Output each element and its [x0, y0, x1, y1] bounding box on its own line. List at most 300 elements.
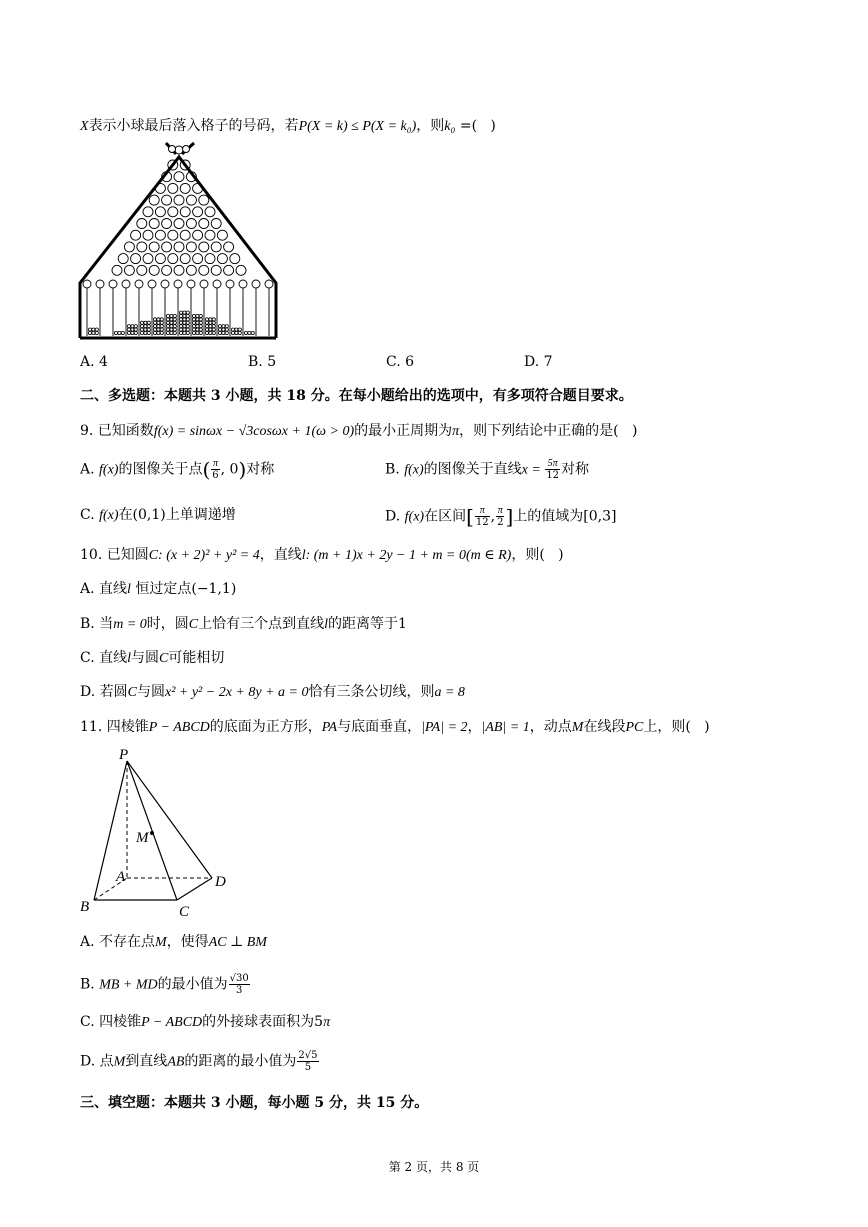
galton-ball [157, 318, 160, 321]
q9-stem [80, 421, 637, 442]
galton-ball [166, 318, 169, 321]
galton-ball [222, 328, 225, 331]
q10-b-a: B. 当 [80, 616, 114, 632]
galton-ball [183, 321, 186, 324]
galton-post-head [265, 280, 273, 288]
galton-ball [166, 321, 169, 324]
galton-ball [173, 314, 176, 317]
galton-ball [179, 314, 182, 317]
galton-ball [183, 325, 186, 328]
galton-ball [92, 331, 95, 334]
galton-ball [231, 328, 234, 331]
galton-peg [186, 242, 196, 252]
q10-c-d: 可能相切 [168, 650, 225, 666]
galton-ball [173, 318, 176, 321]
q9-d-fraction-1 [475, 505, 490, 528]
galton-post-head [122, 280, 130, 288]
section3-title: 三、填空题：本题共 3 小题，每小题 5 分，共 15 分。 [80, 1095, 429, 1111]
galton-peg [162, 219, 172, 229]
galton-ball [209, 325, 212, 328]
q11-c-pi: π [323, 1015, 331, 1030]
galton-ball [192, 321, 195, 324]
galton-ball [209, 328, 212, 331]
q9-b-pre: B. [385, 461, 405, 478]
galton-ball [205, 321, 208, 324]
q9-d-d2: 2 [497, 517, 504, 528]
galton-post-head [187, 280, 195, 288]
galton-peg [149, 195, 159, 205]
galton-peg [149, 265, 159, 275]
galton-ball [153, 328, 156, 331]
q11-a-c: AC ⊥ BM [208, 935, 267, 950]
galton-peg [143, 207, 153, 217]
q9-d-mid: 在区间 [424, 508, 467, 525]
q9-a-tail: , 0 [220, 461, 239, 478]
q10-c-l: l [127, 651, 132, 666]
galton-ball [231, 331, 234, 334]
galton-peg [174, 265, 184, 275]
q10-stem-b: ，直线 [259, 547, 302, 563]
q11-b-num: √30 [229, 973, 249, 984]
galton-ball [199, 314, 202, 317]
galton-peg [174, 195, 184, 205]
galton-ball [199, 318, 202, 321]
q9-d-pre: D. [385, 508, 405, 525]
q11-pa: PA [321, 720, 338, 735]
galton-ball [127, 328, 130, 331]
galton-peg [131, 230, 141, 240]
q9-rest-a: 的最小正周期为 [354, 423, 453, 439]
galton-peg [155, 254, 165, 264]
galton-ball [160, 318, 163, 321]
q10-b-b: 时，圆 [146, 616, 189, 632]
galton-ball [212, 318, 215, 321]
galton-ball [88, 331, 91, 334]
galton-ball [218, 325, 221, 328]
q10-b-e: 的距离等于1 [328, 616, 407, 632]
q11-c-p: P − ABCD [141, 1015, 203, 1030]
galton-peg [162, 265, 172, 275]
label-p: P [119, 747, 129, 763]
q9-pi: π [452, 424, 460, 439]
galton-ball [127, 331, 130, 334]
q11-stem-e: 在线段 [583, 719, 626, 735]
galton-ball [222, 325, 225, 328]
q9-option-c [80, 505, 236, 526]
galton-ball [218, 331, 221, 334]
galton-peg [174, 172, 184, 182]
galton-ball [205, 328, 208, 331]
galton-ball [179, 318, 182, 321]
galton-ball [205, 325, 208, 328]
galton-peg [180, 254, 190, 264]
q9-d-d1: 12 [475, 517, 489, 528]
q11-d-den: 5 [304, 1062, 312, 1073]
q11-option-a [80, 932, 267, 953]
q8-k0: k₀ [444, 119, 456, 134]
galton-peg [193, 230, 203, 240]
q10-a-b: 恒过定点(−1,1) [130, 581, 237, 597]
galton-peg [137, 242, 147, 252]
galton-ball [244, 331, 247, 334]
q10-option-d [80, 682, 465, 703]
q11-c-b: 的外接球表面积为5 [202, 1014, 324, 1030]
galton-peg [174, 219, 184, 229]
galton-ball [186, 325, 189, 328]
q11-b-den: 3 [236, 985, 243, 996]
galton-peg [155, 207, 165, 217]
galton-board-figure [78, 140, 278, 342]
q9-b-end: 对称 [561, 461, 590, 478]
q10-c-a: C. 直线 [80, 650, 128, 666]
galton-ball [186, 321, 189, 324]
q8-options [80, 352, 553, 372]
q10-option-b [80, 614, 407, 635]
galton-ball [173, 328, 176, 331]
q10-option-a [80, 579, 236, 600]
galton-peg [205, 254, 215, 264]
q9-d-n1: π [475, 505, 490, 517]
q11-a-b: ，使得 [166, 934, 209, 950]
q8-stem-c: =( ) [455, 118, 496, 134]
galton-ball [170, 331, 173, 334]
galton-ball [183, 318, 186, 321]
galton-ball [157, 321, 160, 324]
q11-b-fraction [229, 973, 250, 996]
q10-c-b: 与圆 [131, 650, 160, 666]
galton-ball [144, 331, 147, 334]
galton-top-ball [175, 146, 183, 154]
q9-a-num: π [212, 458, 218, 469]
galton-peg [186, 265, 196, 275]
q11-d-fraction [297, 1050, 318, 1073]
galton-post-head [83, 280, 91, 288]
q11-d-c: 的距离的最小值为 [184, 1053, 297, 1070]
q10-line: l: (m + 1)x + 2y − 1 + m = 0(m ∈ R) [301, 548, 512, 563]
q8-stem-b: ，则 [416, 118, 445, 134]
galton-post-head [200, 280, 208, 288]
galton-ball [212, 331, 215, 334]
q11-d-m: M [113, 1054, 126, 1070]
galton-post-head [135, 280, 143, 288]
q10-c-c: C [159, 651, 169, 666]
galton-peg [224, 265, 234, 275]
galton-ball [173, 325, 176, 328]
galton-peg [180, 207, 190, 217]
q9-d-n2: π [497, 505, 503, 516]
galton-ball [179, 331, 182, 334]
q11-a-m: M [155, 935, 167, 950]
galton-ball [131, 325, 134, 328]
q10-a-a: A. 直线 [80, 581, 128, 597]
galton-ball [222, 331, 225, 334]
galton-peg [168, 183, 178, 193]
galton-post-head [148, 280, 156, 288]
galton-ball [186, 328, 189, 331]
q9-d-fraction-2 [496, 505, 504, 528]
q9-a-end: 对称 [246, 461, 275, 478]
galton-peg [217, 230, 227, 240]
q9-option-a: A. f(x)的图像关于点( $\frac{\pi}{6}$ , 0)对称 [80, 457, 275, 482]
galton-post-head [96, 280, 104, 288]
galton-ball [199, 321, 202, 324]
q11-option-b [80, 973, 251, 996]
q11-d-ab: AB [167, 1054, 185, 1070]
galton-ball [199, 325, 202, 328]
galton-ball [134, 325, 137, 328]
galton-ball [196, 318, 199, 321]
galton-ball [225, 325, 228, 328]
galton-ball [127, 325, 130, 328]
galton-ball [235, 331, 238, 334]
galton-post-head [213, 280, 221, 288]
q10-stem-c: ，则( ) [511, 547, 564, 563]
q10-option-c [80, 648, 224, 669]
galton-ball [170, 318, 173, 321]
galton-post-head [252, 280, 260, 288]
q10-d-a: D. 若圆 [80, 684, 128, 700]
galton-ball [196, 314, 199, 317]
galton-peg [205, 230, 215, 240]
q11-b-sum: MB + MD [99, 977, 158, 993]
galton-peg [137, 219, 147, 229]
label-b: B [80, 899, 90, 915]
galton-peg [168, 254, 178, 264]
galton-peg [118, 254, 128, 264]
q11-pc: PC [625, 720, 644, 735]
q11-b-a: B. [80, 976, 100, 993]
q11-stem-d: ，动点 [529, 719, 572, 735]
galton-ball [225, 328, 228, 331]
galton-ball [121, 331, 124, 334]
galton-ball [166, 314, 169, 317]
galton-ball [170, 321, 173, 324]
galton-peg [149, 242, 159, 252]
point-m-dot [150, 831, 154, 835]
galton-ball [153, 321, 156, 324]
q9-option-b [385, 458, 589, 481]
q11-stem-f: 上，则( ) [643, 719, 710, 735]
q10-b-d: 上恰有三个点到直线 [198, 616, 325, 632]
galton-ball [134, 328, 137, 331]
q8-option-d: D. 7 [524, 354, 553, 370]
galton-ball [235, 328, 238, 331]
q11-pa-len: |PA| = 2 [421, 720, 468, 735]
q11-m: M [571, 720, 584, 735]
label-m: M [136, 830, 149, 846]
galton-peg [193, 254, 203, 264]
galton-ball [212, 328, 215, 331]
q9-option-d: D. f(x)在区间[ $\frac{\pi}{12}$ , $\frac{\pi}{2}$ ]上的值域为[0,3] [385, 504, 617, 529]
q8-condition: P(X = k) ≤ P(X = k₀) [298, 119, 417, 134]
q10-d-c: C [127, 685, 137, 700]
galton-peg [193, 207, 203, 217]
galton-ball [179, 311, 182, 314]
galton-ball [179, 328, 182, 331]
galton-ball [179, 325, 182, 328]
galton-ball [186, 314, 189, 317]
galton-ball [160, 328, 163, 331]
galton-peg [131, 254, 141, 264]
galton-ball [212, 325, 215, 328]
q9-rest-b: ，则下列结论中正确的是( ) [459, 423, 638, 439]
galton-ball [170, 325, 173, 328]
galton-ball [209, 331, 212, 334]
galton-ball [166, 331, 169, 334]
galton-ball [166, 325, 169, 328]
galton-ball [196, 321, 199, 324]
galton-peg [168, 230, 178, 240]
galton-post-head [161, 280, 169, 288]
galton-ball [192, 318, 195, 321]
galton-ball [192, 325, 195, 328]
galton-ball [153, 331, 156, 334]
galton-ball [199, 331, 202, 334]
galton-peg [211, 219, 221, 229]
galton-ball [157, 328, 160, 331]
galton-ball [196, 325, 199, 328]
galton-peg [162, 242, 172, 252]
galton-ball [248, 331, 251, 334]
q8-stem-a: 表示小球最后落入格子的号码，若 [88, 118, 299, 134]
q9-d-end: 上的值域为[0,3] [513, 508, 617, 525]
galton-ball [92, 328, 95, 331]
galton-ball [144, 321, 147, 324]
galton-ball [179, 321, 182, 324]
galton-ball [196, 328, 199, 331]
q11-c-a: C. 四棱锥 [80, 1014, 142, 1030]
q9-a-f: f(x) [99, 462, 119, 478]
galton-post-head [226, 280, 234, 288]
galton-ball [95, 328, 98, 331]
galton-ball [183, 331, 186, 334]
q11-stem-a: 11. 四棱锥 [80, 719, 149, 735]
galton-ball [147, 321, 150, 324]
q9-b-mid: 的图像关于直线 [423, 461, 522, 478]
galton-ball [218, 328, 221, 331]
galton-peg [230, 254, 240, 264]
label-c: C [179, 904, 190, 920]
galton-post-head [174, 280, 182, 288]
galton-peg [211, 242, 221, 252]
galton-ball [205, 331, 208, 334]
q10-b-m: m = 0 [113, 617, 147, 632]
galton-peg [199, 242, 209, 252]
q9-c-f: f(x) [99, 508, 119, 523]
galton-ball [183, 328, 186, 331]
galton-peg [199, 219, 209, 229]
galton-peg [180, 230, 190, 240]
galton-peg [143, 254, 153, 264]
q8-option-b: B. 5 [248, 354, 277, 370]
q9-a-fraction [211, 458, 219, 481]
q10-b-l: l [324, 617, 328, 632]
q10-b-c: C [188, 617, 199, 632]
galton-ball [140, 328, 143, 331]
galton-ball [140, 325, 143, 328]
galton-peg [186, 219, 196, 229]
q10-d-circle: x² + y² − 2x + 8y + a = 0 [164, 685, 309, 700]
galton-ball [251, 331, 254, 334]
q8-option-a: A. 4 [80, 354, 108, 370]
galton-ball [114, 331, 117, 334]
q9-c-mid: 在(0,1)上单调递增 [118, 507, 236, 523]
galton-ball [199, 328, 202, 331]
galton-ball [140, 331, 143, 334]
q8-var-x: X [80, 119, 89, 134]
q9-b-f: f(x) [404, 462, 424, 478]
q11-stem-c: 与底面垂直， [337, 719, 422, 735]
galton-peg [224, 242, 234, 252]
q10-stem-a: 10. 已知圆 [80, 547, 149, 563]
q10-d-d: 恰有三条公切线，则 [308, 684, 435, 700]
galton-ball [147, 328, 150, 331]
galton-ball [192, 331, 195, 334]
galton-ball [173, 331, 176, 334]
q9-a-pre: A. [80, 461, 100, 478]
q9-b-den: 12 [546, 470, 560, 481]
galton-ball [95, 331, 98, 334]
section2-title: 二、多选题：本题共 3 小题，共 18 分。在每小题给出的选项中，有多项符合题目要求。 [80, 388, 633, 404]
galton-ball [144, 328, 147, 331]
galton-peg [217, 254, 227, 264]
q11-b-b: 的最小值为 [157, 976, 228, 993]
q11-a-a: A. 不存在点 [80, 934, 156, 950]
galton-ball [205, 318, 208, 321]
galton-ball [144, 325, 147, 328]
galton-ball [183, 314, 186, 317]
galton-peg [124, 265, 134, 275]
galton-post-head [109, 280, 117, 288]
galton-ball [225, 331, 228, 334]
galton-peg [112, 265, 122, 275]
galton-peg [186, 195, 196, 205]
q9-d-f: f(x) [404, 509, 425, 525]
q9-b-fraction [545, 458, 560, 481]
q10-a-l: l [127, 582, 131, 597]
galton-peg [155, 230, 165, 240]
q9-b-num: 5π [545, 458, 560, 470]
galton-ball [238, 328, 241, 331]
galton-ball [209, 321, 212, 324]
galton-peg [124, 242, 134, 252]
galton-ball [147, 331, 150, 334]
galton-ball [186, 311, 189, 314]
q9-num: 9. 已知函数 [80, 423, 154, 439]
galton-ball [147, 325, 150, 328]
galton-ball [140, 321, 143, 324]
galton-ball [170, 314, 173, 317]
galton-ball [212, 321, 215, 324]
q11-pabcd: P − ABCD [148, 720, 210, 735]
galton-peg [137, 265, 147, 275]
galton-top-ball [169, 146, 176, 153]
q11-d-num: 2√5 [298, 1050, 318, 1061]
galton-post-head [239, 280, 247, 288]
q10-d-ans: a = 8 [434, 685, 465, 700]
galton-top-ball [183, 146, 190, 153]
galton-peg [236, 265, 246, 275]
q9-c-pre: C. [80, 507, 100, 523]
galton-peg [199, 265, 209, 275]
galton-ball [186, 331, 189, 334]
q10-d-b: 与圆 [136, 684, 165, 700]
q9-function: f(x) = sinωx − √3cosωx + 1(ω > 0) [153, 424, 355, 439]
galton-peg [149, 219, 159, 229]
galton-ball [131, 331, 134, 334]
q8-option-c: C. 6 [386, 354, 415, 370]
pyramid-figure [76, 745, 236, 920]
